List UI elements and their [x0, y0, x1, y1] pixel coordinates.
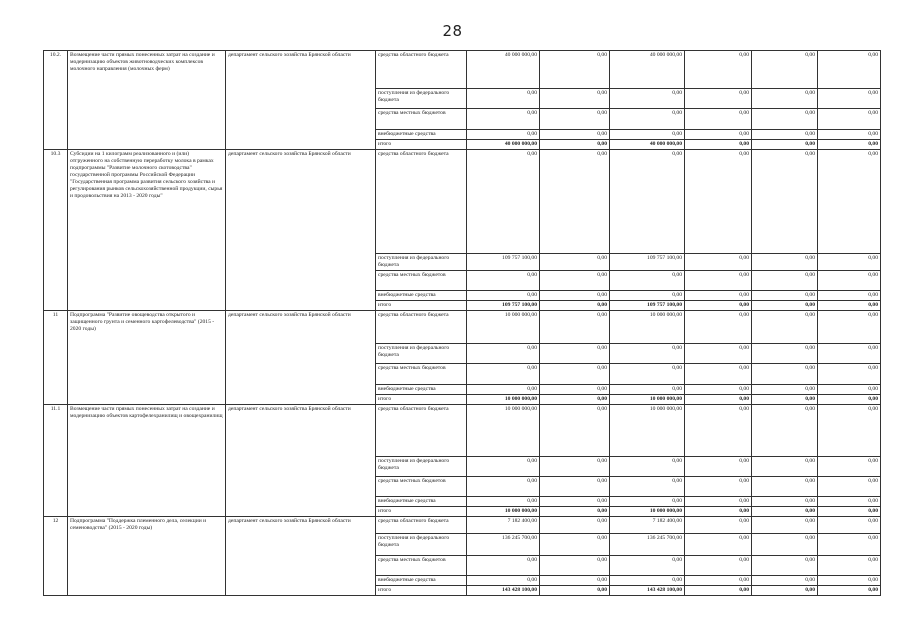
funding-source: средства областного бюджета	[376, 310, 467, 343]
amount-cell: 0,00	[752, 506, 818, 516]
amount-cell: 0,00	[752, 89, 818, 109]
amount-cell: 0,00	[818, 575, 881, 585]
item-name: Подпрограмма "Развитие овощеводства открытого и защищенного грунта и семенного картофелеводства" (2015 - 2020 годы)	[68, 310, 226, 404]
funding-source: поступления из федерального бюджета	[376, 343, 467, 363]
funding-source: поступления из федерального бюджета	[376, 456, 467, 476]
amount-cell: 0,00	[540, 384, 610, 394]
funding-source: средства местных бюджетов	[376, 363, 467, 384]
item-executor: департамент сельского хозяйства Брянской области	[226, 310, 376, 404]
amount-cell: 0,00	[818, 139, 881, 149]
amount-cell: 0,00	[467, 149, 540, 253]
funding-source: итого	[376, 506, 467, 516]
amount-cell: 0,00	[752, 253, 818, 270]
amount-cell: 10 000 000,00	[610, 310, 685, 343]
amount-cell: 0,00	[540, 516, 610, 533]
amount-cell: 0,00	[610, 575, 685, 585]
amount-cell: 0,00	[540, 506, 610, 516]
amount-cell: 0,00	[818, 270, 881, 290]
funding-source: итого	[376, 139, 467, 149]
amount-cell: 0,00	[685, 270, 752, 290]
amount-cell: 0,00	[610, 89, 685, 109]
item-name: Субсидии на 1 килограмм реализованного и (или) отгруженного на собственную переработку молока в рамках подпрограммы "Развитие молочного скотоводства" государственной программы Российской Федерации "Государственная программа развития сельского хозяйства и регулирования рынков сельскохозяйственной продукции, сырья и продовольствия на 2013 - 2020 годы"	[68, 149, 226, 310]
table-row	[44, 310, 881, 343]
item-number: 10.3	[44, 149, 68, 310]
amount-cell: 0,00	[685, 404, 752, 456]
amount-cell: 0,00	[610, 290, 685, 300]
amount-cell: 0,00	[467, 555, 540, 575]
amount-cell: 0,00	[818, 506, 881, 516]
funding-source: итого	[376, 300, 467, 310]
amount-cell: 0,00	[467, 343, 540, 363]
amount-cell: 0,00	[752, 456, 818, 476]
amount-cell: 0,00	[540, 253, 610, 270]
amount-cell: 7 182 400,00	[610, 516, 685, 533]
amount-cell: 0,00	[752, 270, 818, 290]
amount-cell: 0,00	[752, 139, 818, 149]
amount-cell: 0,00	[540, 139, 610, 149]
amount-cell: 0,00	[752, 516, 818, 533]
amount-cell: 0,00	[752, 149, 818, 253]
item-executor: департамент сельского хозяйства Брянской области	[226, 51, 376, 150]
funding-source: поступления из федерального бюджета	[376, 533, 467, 555]
amount-cell: 0,00	[818, 476, 881, 496]
amount-cell: 0,00	[540, 394, 610, 404]
amount-cell: 10 000 000,00	[610, 394, 685, 404]
amount-cell: 10 000 000,00	[467, 404, 540, 456]
amount-cell: 0,00	[685, 310, 752, 343]
amount-cell: 0,00	[818, 384, 881, 394]
amount-cell: 0,00	[685, 585, 752, 595]
amount-cell: 0,00	[818, 363, 881, 384]
amount-cell: 0,00	[818, 149, 881, 253]
amount-cell: 0,00	[540, 300, 610, 310]
amount-cell: 0,00	[818, 51, 881, 89]
amount-cell: 0,00	[610, 456, 685, 476]
amount-cell: 0,00	[685, 109, 752, 130]
amount-cell: 0,00	[818, 585, 881, 595]
amount-cell: 0,00	[467, 270, 540, 290]
amount-cell: 109 757 100,00	[467, 253, 540, 270]
table-row	[44, 149, 881, 253]
amount-cell: 0,00	[752, 555, 818, 575]
item-executor: департамент сельского хозяйства Брянской области	[226, 149, 376, 310]
amount-cell: 0,00	[818, 310, 881, 343]
amount-cell: 0,00	[540, 533, 610, 555]
funding-source: средства местных бюджетов	[376, 476, 467, 496]
funding-source: итого	[376, 394, 467, 404]
item-name: Подпрограмма "Поддержка племенного дела, селекции и семеноводства" (2015 - 2020 годы)	[68, 516, 226, 595]
amount-cell: 0,00	[685, 139, 752, 149]
amount-cell: 0,00	[818, 300, 881, 310]
amount-cell: 0,00	[610, 343, 685, 363]
amount-cell: 0,00	[685, 363, 752, 384]
amount-cell: 40 000 000,00	[467, 51, 540, 89]
amount-cell: 0,00	[818, 456, 881, 476]
amount-cell: 0,00	[818, 533, 881, 555]
amount-cell: 0,00	[818, 253, 881, 270]
amount-cell: 0,00	[467, 456, 540, 476]
funding-source: внебюджетные средства	[376, 575, 467, 585]
amount-cell: 0,00	[685, 506, 752, 516]
item-number: 11.1	[44, 404, 68, 516]
amount-cell: 0,00	[818, 555, 881, 575]
amount-cell: 0,00	[540, 149, 610, 253]
amount-cell: 10 000 000,00	[467, 394, 540, 404]
amount-cell: 0,00	[685, 533, 752, 555]
page-number: 28	[442, 22, 463, 40]
amount-cell: 0,00	[685, 253, 752, 270]
amount-cell: 40 000 000,00	[610, 51, 685, 89]
amount-cell: 0,00	[467, 476, 540, 496]
amount-cell: 0,00	[752, 476, 818, 496]
amount-cell: 0,00	[685, 290, 752, 300]
amount-cell: 0,00	[467, 363, 540, 384]
amount-cell: 0,00	[752, 343, 818, 363]
amount-cell: 0,00	[540, 290, 610, 300]
amount-cell: 0,00	[685, 384, 752, 394]
amount-cell: 0,00	[540, 363, 610, 384]
amount-cell: 0,00	[752, 496, 818, 506]
amount-cell: 0,00	[685, 516, 752, 533]
amount-cell: 0,00	[540, 496, 610, 506]
table-row	[44, 404, 881, 456]
amount-cell: 0,00	[818, 394, 881, 404]
amount-cell: 0,00	[818, 404, 881, 456]
amount-cell: 0,00	[610, 384, 685, 394]
amount-cell: 109 757 100,00	[467, 300, 540, 310]
amount-cell: 0,00	[540, 310, 610, 343]
funding-source: поступления из федерального бюджета	[376, 89, 467, 109]
funding-source: средства областного бюджета	[376, 51, 467, 89]
amount-cell: 0,00	[685, 456, 752, 476]
funding-source: средства областного бюджета	[376, 404, 467, 456]
amount-cell: 0,00	[752, 290, 818, 300]
amount-cell: 0,00	[685, 476, 752, 496]
amount-cell: 0,00	[818, 516, 881, 533]
amount-cell: 0,00	[685, 149, 752, 253]
amount-cell: 0,00	[685, 394, 752, 404]
amount-cell: 0,00	[610, 149, 685, 253]
funding-source: внебюджетные средства	[376, 290, 467, 300]
amount-cell: 0,00	[818, 89, 881, 109]
funding-source: средства местных бюджетов	[376, 270, 467, 290]
funding-source: внебюджетные средства	[376, 496, 467, 506]
amount-cell: 10 000 000,00	[610, 404, 685, 456]
amount-cell: 0,00	[540, 575, 610, 585]
item-executor: департамент сельского хозяйства Брянской области	[226, 516, 376, 595]
amount-cell: 0,00	[610, 496, 685, 506]
amount-cell: 0,00	[540, 456, 610, 476]
amount-cell: 0,00	[610, 363, 685, 384]
amount-cell: 0,00	[610, 270, 685, 290]
funding-source: средства областного бюджета	[376, 516, 467, 533]
amount-cell: 0,00	[752, 384, 818, 394]
amount-cell: 0,00	[540, 404, 610, 456]
amount-cell: 0,00	[467, 290, 540, 300]
funding-source: средства областного бюджета	[376, 149, 467, 253]
funding-source: итого	[376, 585, 467, 595]
amount-cell: 7 182 400,00	[467, 516, 540, 533]
item-name: Возмещение части прямых понесенных затрат на создание и модернизацию объектов животноводческих комплексов молочного направления (молочных ферм)	[68, 51, 226, 150]
amount-cell: 0,00	[752, 130, 818, 140]
item-name: Возмещение части прямых понесенных затрат на создание и модернизацию объектов картофелехранилищ и овощехранилищ	[68, 404, 226, 516]
table-row	[44, 51, 881, 89]
amount-cell: 0,00	[685, 496, 752, 506]
item-number: 10.2.	[44, 51, 68, 150]
amount-cell: 0,00	[818, 343, 881, 363]
amount-cell: 0,00	[540, 270, 610, 290]
amount-cell: 0,00	[467, 496, 540, 506]
amount-cell: 0,00	[752, 394, 818, 404]
amount-cell: 0,00	[752, 310, 818, 343]
amount-cell: 0,00	[685, 343, 752, 363]
amount-cell: 0,00	[685, 130, 752, 140]
amount-cell: 0,00	[818, 290, 881, 300]
amount-cell: 0,00	[752, 363, 818, 384]
amount-cell: 136 245 700,00	[467, 533, 540, 555]
amount-cell: 0,00	[610, 555, 685, 575]
table-row	[44, 516, 881, 533]
funding-source: внебюджетные средства	[376, 130, 467, 140]
amount-cell: 136 245 700,00	[610, 533, 685, 555]
amount-cell: 10 000 000,00	[467, 310, 540, 343]
budget-table	[43, 50, 881, 596]
funding-source: внебюджетные средства	[376, 384, 467, 394]
amount-cell: 0,00	[685, 555, 752, 575]
amount-cell: 0,00	[610, 476, 685, 496]
funding-source: средства местных бюджетов	[376, 555, 467, 575]
amount-cell: 0,00	[467, 89, 540, 109]
amount-cell: 40 000 000,00	[467, 139, 540, 149]
funding-source: средства местных бюджетов	[376, 109, 467, 130]
item-number: 12	[44, 516, 68, 595]
amount-cell: 0,00	[540, 130, 610, 140]
amount-cell: 0,00	[467, 384, 540, 394]
amount-cell: 0,00	[818, 496, 881, 506]
amount-cell: 40 000 000,00	[610, 139, 685, 149]
amount-cell: 0,00	[685, 300, 752, 310]
amount-cell: 0,00	[752, 51, 818, 89]
amount-cell: 0,00	[467, 575, 540, 585]
amount-cell: 0,00	[752, 300, 818, 310]
amount-cell: 0,00	[540, 109, 610, 130]
amount-cell: 0,00	[540, 89, 610, 109]
amount-cell: 0,00	[685, 89, 752, 109]
amount-cell: 0,00	[540, 476, 610, 496]
amount-cell: 0,00	[752, 404, 818, 456]
amount-cell: 143 428 100,00	[467, 585, 540, 595]
amount-cell: 0,00	[752, 575, 818, 585]
amount-cell: 0,00	[467, 130, 540, 140]
amount-cell: 109 757 100,00	[610, 300, 685, 310]
amount-cell: 0,00	[540, 343, 610, 363]
amount-cell: 10 000 000,00	[467, 506, 540, 516]
amount-cell: 0,00	[818, 109, 881, 130]
amount-cell: 0,00	[752, 585, 818, 595]
funding-source: поступления из федерального бюджета	[376, 253, 467, 270]
amount-cell: 0,00	[752, 109, 818, 130]
amount-cell: 10 000 000,00	[610, 506, 685, 516]
amount-cell: 0,00	[752, 533, 818, 555]
amount-cell: 0,00	[467, 109, 540, 130]
item-executor: департамент сельского хозяйства Брянской области	[226, 404, 376, 516]
amount-cell: 143 428 100,00	[610, 585, 685, 595]
amount-cell: 0,00	[540, 555, 610, 575]
amount-cell: 0,00	[685, 51, 752, 89]
amount-cell: 0,00	[818, 130, 881, 140]
amount-cell: 0,00	[610, 109, 685, 130]
amount-cell: 109 757 100,00	[610, 253, 685, 270]
amount-cell: 0,00	[540, 51, 610, 89]
item-number: 11	[44, 310, 68, 404]
amount-cell: 0,00	[540, 585, 610, 595]
amount-cell: 0,00	[685, 575, 752, 585]
amount-cell: 0,00	[610, 130, 685, 140]
